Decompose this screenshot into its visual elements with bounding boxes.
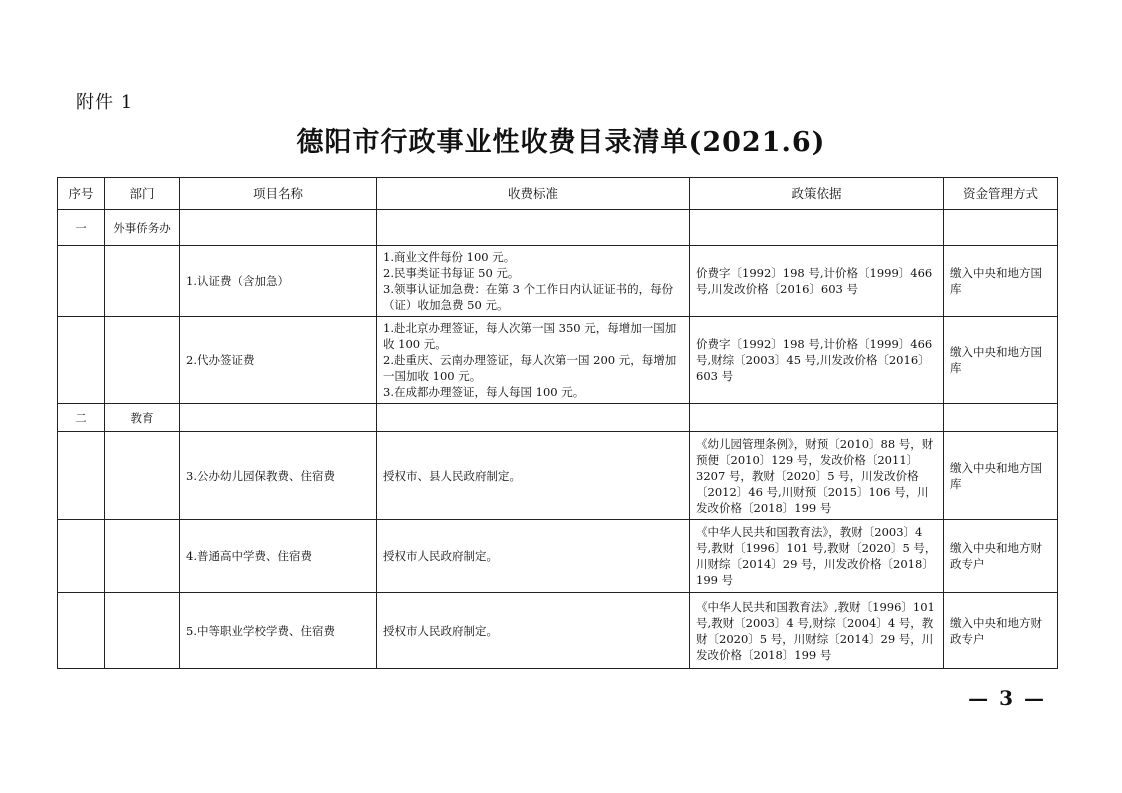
column-header-item-name: 项目名称 xyxy=(180,178,377,210)
section-dept: 外事侨务办 xyxy=(105,210,180,246)
table-row xyxy=(58,317,1058,404)
table-row xyxy=(58,246,1058,317)
item-standard: 授权市人民政府制定。 xyxy=(377,520,690,593)
standard-line: 3.领事认证加急费：在第 3 个工作日内认证证书的，每份（证）收加急费 50 元。 xyxy=(383,282,674,312)
column-header-seq: 序号 xyxy=(58,178,105,210)
attachment-label: 附件 1 xyxy=(76,92,134,113)
item-name: 2.代办签证费 xyxy=(180,317,377,404)
item-fund: 缴入中央和地方财政专户 xyxy=(944,593,1058,669)
section-dept: 教育 xyxy=(105,404,180,432)
standard-line: 1.赴北京办理签证，每人次第一国 350 元，每增加一国加收 100 元。 xyxy=(383,321,677,351)
item-name: 3.公办幼儿园保教费、住宿费 xyxy=(180,432,377,520)
standard-line: 2.赴重庆、云南办理签证，每人次第一国 200 元，每增加一国加收 100 元。 xyxy=(383,353,677,383)
table-header-row xyxy=(58,178,1058,210)
item-standard xyxy=(377,246,690,317)
item-name: 4.普通高中学费、住宿费 xyxy=(180,520,377,593)
item-fund: 缴入中央和地方国库 xyxy=(944,317,1058,404)
column-header-fund: 资金管理方式 xyxy=(944,178,1058,210)
column-header-standard: 收费标准 xyxy=(377,178,690,210)
item-name: 1.认证费（含加急） xyxy=(180,246,377,317)
item-standard: 授权市人民政府制定。 xyxy=(377,593,690,669)
page-number: — 3 — xyxy=(968,686,1046,710)
item-basis: 价费字〔1992〕198 号,计价格〔1999〕466 号,川发改价格〔2016〕603 号 xyxy=(690,246,944,317)
section-row xyxy=(58,210,1058,246)
item-basis: 《幼儿园管理条例》，财预〔2010〕88 号，财预便〔2010〕129 号，发改价格〔2011〕3207 号，教财〔2020〕5 号，川发改价格〔2012〕46 号,川财预〔2015〕106 号，川发改价格〔2018〕199 号 xyxy=(690,432,944,520)
item-basis: 价费字〔1992〕198 号,计价格〔1999〕466 号,财综〔2003〕45 号,川发改价格〔2016〕603 号 xyxy=(690,317,944,404)
item-standard xyxy=(377,317,690,404)
item-fund: 缴入中央和地方财政专户 xyxy=(944,520,1058,593)
item-fund: 缴入中央和地方国库 xyxy=(944,246,1058,317)
section-seq: 二 xyxy=(58,404,105,432)
item-name: 5.中等职业学校学费、住宿费 xyxy=(180,593,377,669)
item-fund: 缴入中央和地方国库 xyxy=(944,432,1058,520)
item-basis: 《中华人民共和国教育法》，教财〔2003〕4 号,教财〔1996〕101 号,教财〔2020〕5 号，川财综〔2014〕29 号，川发改价格〔2018〕199 号 xyxy=(690,520,944,593)
section-row xyxy=(58,404,1058,432)
standard-line: 1.商业文件每份 100 元。 xyxy=(383,250,516,264)
fee-catalog-table xyxy=(57,177,1058,669)
standard-line: 3.在成都办理签证，每人每国 100 元。 xyxy=(383,385,585,399)
table-row xyxy=(58,432,1058,520)
item-basis: 《中华人民共和国教育法》,教财〔1996〕101 号,教财〔2003〕4 号,财综〔2004〕4 号，教财〔2020〕5 号，川财综〔2014〕29 号，川发改价格〔2018〕199 号 xyxy=(690,593,944,669)
table-row xyxy=(58,520,1058,593)
table-row xyxy=(58,593,1058,669)
standard-line: 2.民事类证书每证 50 元。 xyxy=(383,266,520,280)
column-header-basis: 政策依据 xyxy=(690,178,944,210)
page-title: 德阳市行政事业性收费目录清单(2021.6) xyxy=(296,127,826,158)
column-header-dept: 部门 xyxy=(105,178,180,210)
section-seq: 一 xyxy=(58,210,105,246)
item-standard: 授权市、县人民政府制定。 xyxy=(377,432,690,520)
